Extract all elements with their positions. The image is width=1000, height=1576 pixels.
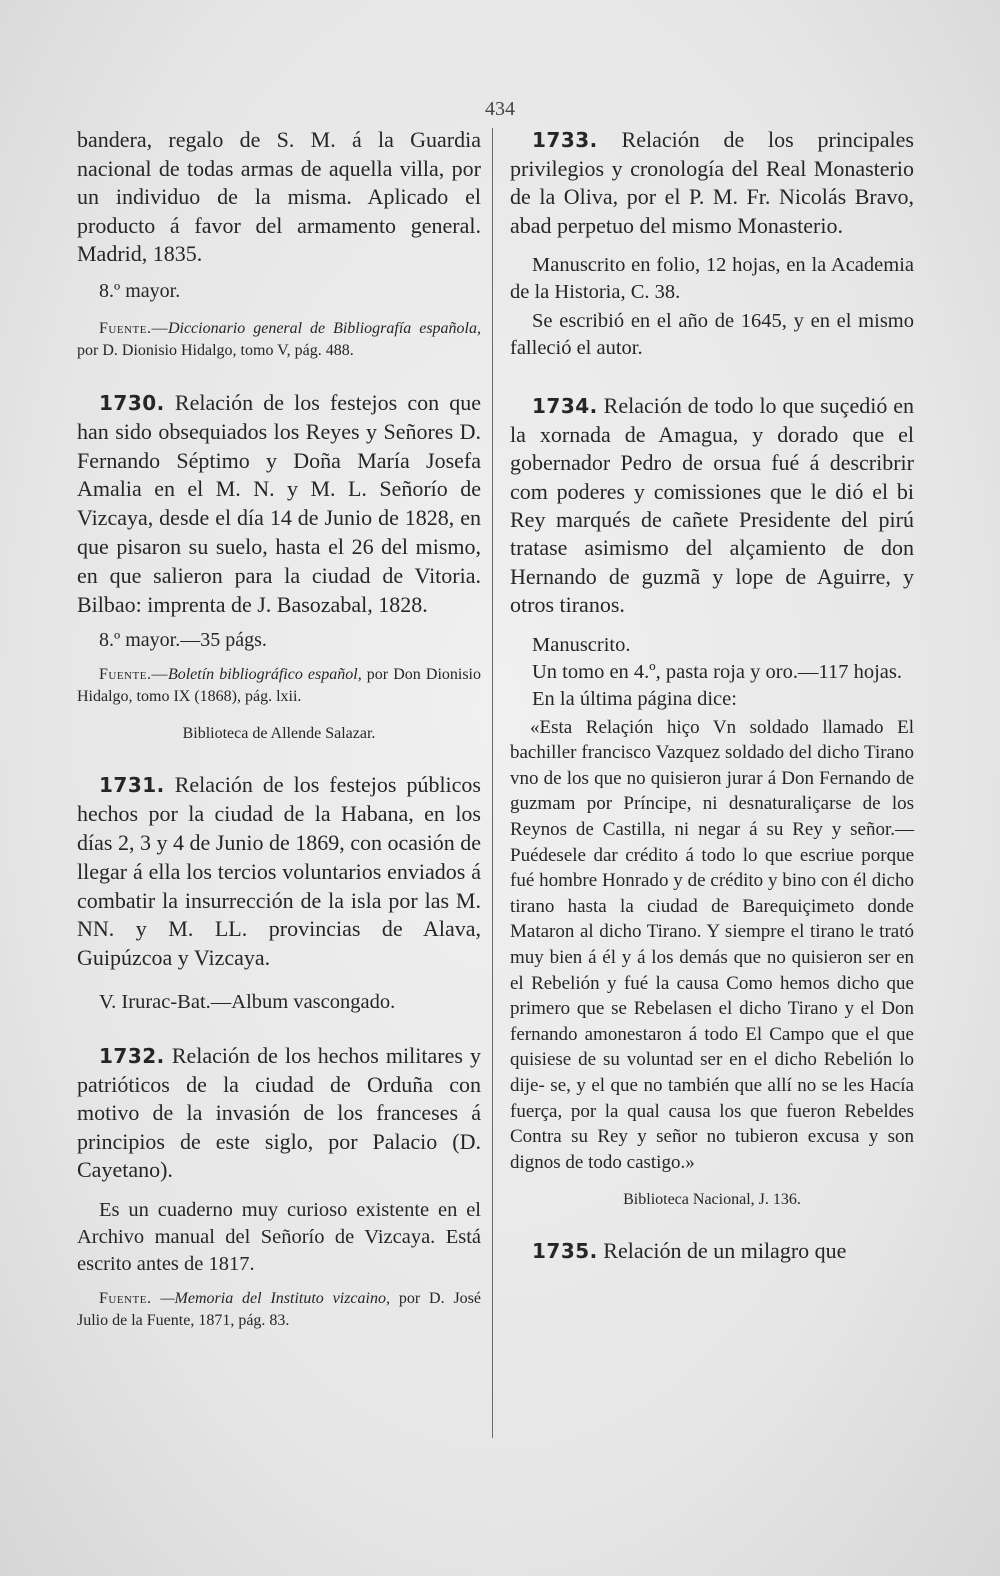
entry-1733 [510, 126, 914, 362]
entry-note: Se escribió en el año de 1645, y en el mismo falleció el autor. [510, 310, 914, 360]
right-column [510, 126, 914, 1266]
entry-source [77, 1288, 481, 1332]
entry-number: 1734. [532, 394, 598, 419]
entry-1730 [77, 389, 481, 745]
entry-text [77, 389, 481, 619]
entry-format: 8.º mayor.—35 págs. [99, 629, 267, 652]
entry-text [77, 771, 481, 973]
entry-number: 1735. [532, 1239, 598, 1264]
entry-see-also: V. Irurac-Bat.—Album vascongado. [99, 990, 396, 1013]
source-detail: por Don Dionisio Hidalgo, tomo IX (1868), pág. lxii. [77, 666, 482, 706]
source-detail: por D. Dionisio Hidalgo, tomo V, pág. 488. [77, 341, 354, 359]
entry-body: Relación de los festejos con que han sido obsequiados los Reyes y Señores D. Fernando Séptimo y Doña María Josefa Amalia en el M. N. y M. L. Señorío de Vizcaya, desde el día 14 de Junio de 1828, en que pisaron su suelo, hasta el 26 del mismo, en que salieron para la ciudad de Vitoria. Bilbao: imprenta de J. Basozabal, 1828. [77, 389, 481, 617]
source-title: Boletín bibliográfico español, [167, 666, 362, 684]
entry-text [510, 1237, 914, 1265]
entry-number: 1733. [532, 128, 598, 152]
entry-quote: «Esta Relaçión hiço Vn soldado llamado El bachiller francisco Vazquez soldado del dicho Tirano vno de los que no quisieron jurar á Don Fernando de guzmam por Príncipe, ni desnaturaliçarse de los Reynos de Castilla, ni negar á su Rey y señor.—Puédesele dar crédito á todo lo que escriue porque fué hombre Honrado y de crédito y bino con él dicho tirano hasta la ciudad de Barequiçimeto donde Mataron al dicho Tirano. Y siempre el tirano le trató muy bien á él y á los demás que no quisieron ser en el Rebelión y fué la causa Como hemos dicho que primero que se Rebelasen el dicho Tirano y el Don fernando amonestaron á todo El Campo que el que quisiese de su voluntad ser en el dicho Rebelión lo dije- se, y el que no también que allí no se les Hacía fuerça, por la qual causa los que fueron Rebeldes Contra su Rey y señor no tubieron excusa y son dignos de todo castigo.» [510, 716, 914, 1173]
entry-1734 [510, 392, 914, 1211]
entry-note: Un tomo en 4.º, pasta roja y oro.—117 hojas. [532, 660, 902, 683]
entry-body: Relación de los hechos militares y patrióticos de la ciudad de Orduña con motivo de la invasión de los franceses á principios de este siglo, por Palacio (D. Cayetano). [77, 1042, 481, 1183]
entry-library: Biblioteca de Allende Salazar. [182, 725, 376, 743]
entry-body: Relación de un milagro que [597, 1238, 847, 1264]
entry-text [510, 126, 914, 240]
entry-format: 8.º mayor. [99, 279, 181, 302]
entry-1731 [77, 771, 481, 1016]
entry-library: Biblioteca Nacional, J. 136. [623, 1191, 801, 1209]
entry-note: Es un cuaderno muy curioso existente en el Archivo manual del Señorío de Vizcaya. Está escrito antes de 1817. [77, 1198, 481, 1275]
entry-number: 1730. [99, 390, 165, 415]
source-detail: por D. José Julio de la Fuente, 1871, pág. 83. [77, 1289, 481, 1329]
entry-1735 [510, 1237, 914, 1265]
entry-body: Relación de todo lo que suçedió en la xornada de Amagua, y dorado que el gobernador Pedro de orsua fué á describrir com poderes y comissiones que le dió el bi Rey marqués de cañete Presidente del pirú tratase asimismo del alçamiento de don Hernando de guzmã y lope de Aguirre, y otros tiranos. [510, 393, 914, 618]
entry-1729-continued [77, 126, 481, 362]
source-label: Fuente.— [99, 319, 168, 337]
entry-number: 1731. [99, 773, 165, 798]
entry-1732 [77, 1042, 481, 1332]
source-label: Fuente. [99, 1289, 152, 1307]
left-column [77, 126, 481, 1332]
source-title: —Memoria del Instituto vizcaino, [151, 1289, 390, 1307]
entry-source [77, 318, 481, 362]
entry-text: bandera, regalo de S. M. á la Guardia nacional de todas armas de aquella villa, por un individuo de la misma. Aplicado el producto á favor del armamento general. Madrid, 1835. [77, 127, 481, 267]
entry-note: Manuscrito. [532, 633, 631, 656]
entry-number: 1732. [99, 1043, 165, 1068]
column-divider [492, 128, 493, 1438]
source-title: Diccionario general de Bibliografía española, [167, 319, 481, 337]
entry-body: Relación de los festejos públicos hechos por la ciudad de la Habana, en los días 2, 3 y 4 de Junio de 1869, con ocasión de llegar á ella los tercios voluntarios enviados á combatir la insurrección de la isla por las M. NN. y M. LL. provincias de Alava, Guipúzcoa y Vizcaya. [77, 772, 481, 971]
entry-text [510, 392, 914, 619]
entry-text [77, 1042, 481, 1185]
entry-note: En la última página dice: [532, 687, 737, 710]
source-label: Fuente.— [99, 666, 168, 684]
page-number: 434 [485, 98, 515, 120]
entry-body: Relación de los principales privilegios y cronología del Real Monasterio de la Oliva, por el P. M. Fr. Nicolás Bravo, abad perpetuo del mismo Monasterio. [510, 127, 914, 238]
entry-note: Manuscrito en folio, 12 hojas, en la Academia de la Historia, C. 38. [510, 254, 914, 304]
entry-source [77, 664, 481, 708]
